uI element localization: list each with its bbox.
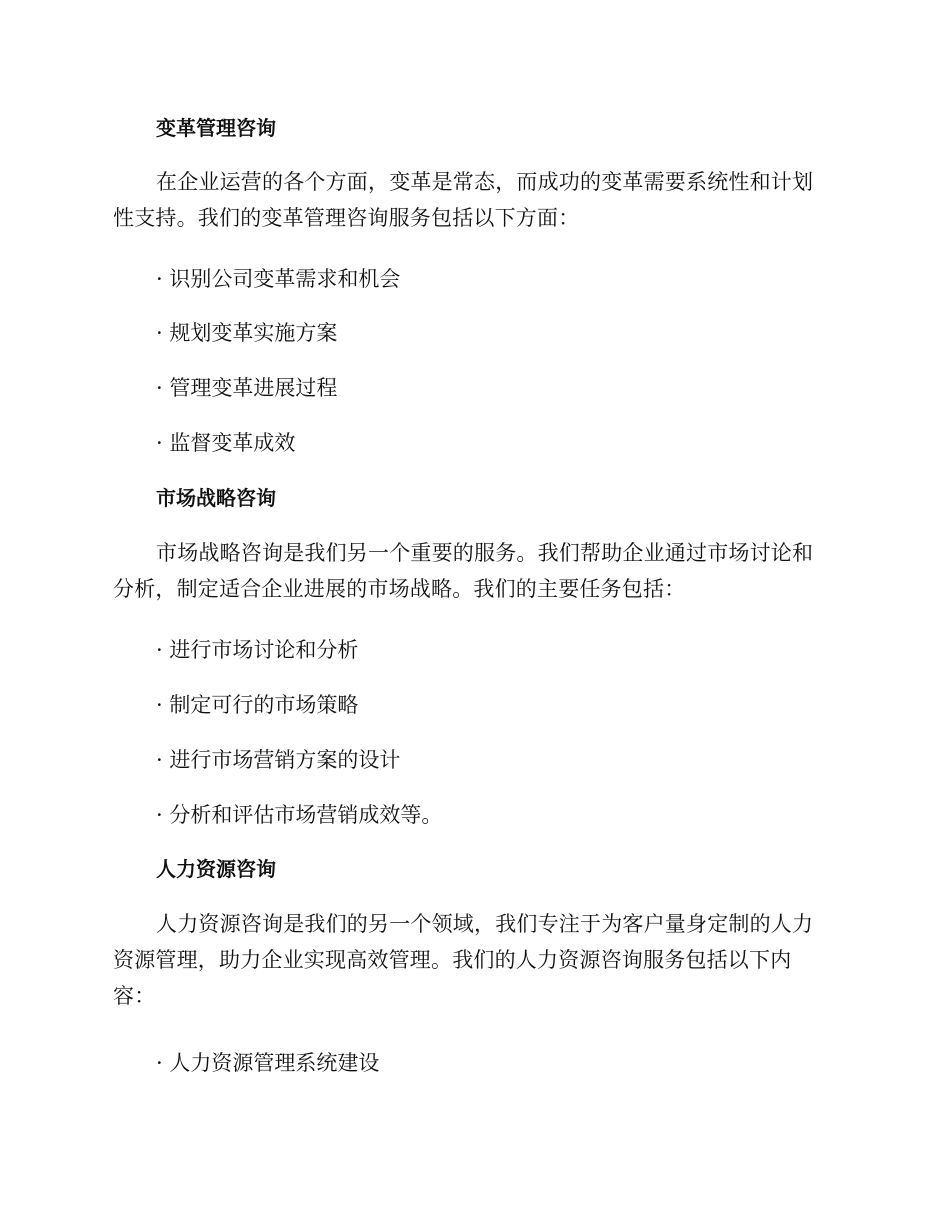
bullet-item: · 人力资源管理系统建设	[156, 1051, 380, 1075]
section-paragraph-change-management: 在企业运营的各个方面，变革是常态，而成功的变革需要系统性和计划性支持。我们的变革管理咨询服务包括以下方面：	[113, 170, 814, 230]
bullet-item: · 进行市场讨论和分析	[156, 638, 359, 662]
bullet-item: · 识别公司变革需求和机会	[156, 267, 401, 291]
section-paragraph-market-strategy: 市场战略咨询是我们另一个重要的服务。我们帮助企业通过市场讨论和分析，制定适合企业进展的市场战略。我们的主要任务包括：	[113, 541, 814, 601]
bullet-item: · 进行市场营销方案的设计	[156, 748, 401, 772]
section-heading-human-resources: 人力资源咨询	[156, 857, 276, 881]
bullet-item: · 分析和评估市场营销成效等。	[156, 803, 443, 827]
section-heading-market-strategy: 市场战略咨询	[156, 486, 276, 510]
bullet-item: · 规划变革实施方案	[156, 321, 338, 345]
bullet-item: · 管理变革进展过程	[156, 376, 338, 400]
bullet-item: · 监督变革成效	[156, 431, 296, 455]
section-heading-change-management: 变革管理咨询	[156, 116, 276, 140]
bullet-item: · 制定可行的市场策略	[156, 693, 359, 717]
section-paragraph-human-resources: 人力资源咨询是我们的另一个领域，我们专注于为客户量身定制的人力资源管理，助力企业实现高效管理。我们的人力资源咨询服务包括以下内容：	[113, 912, 814, 1008]
